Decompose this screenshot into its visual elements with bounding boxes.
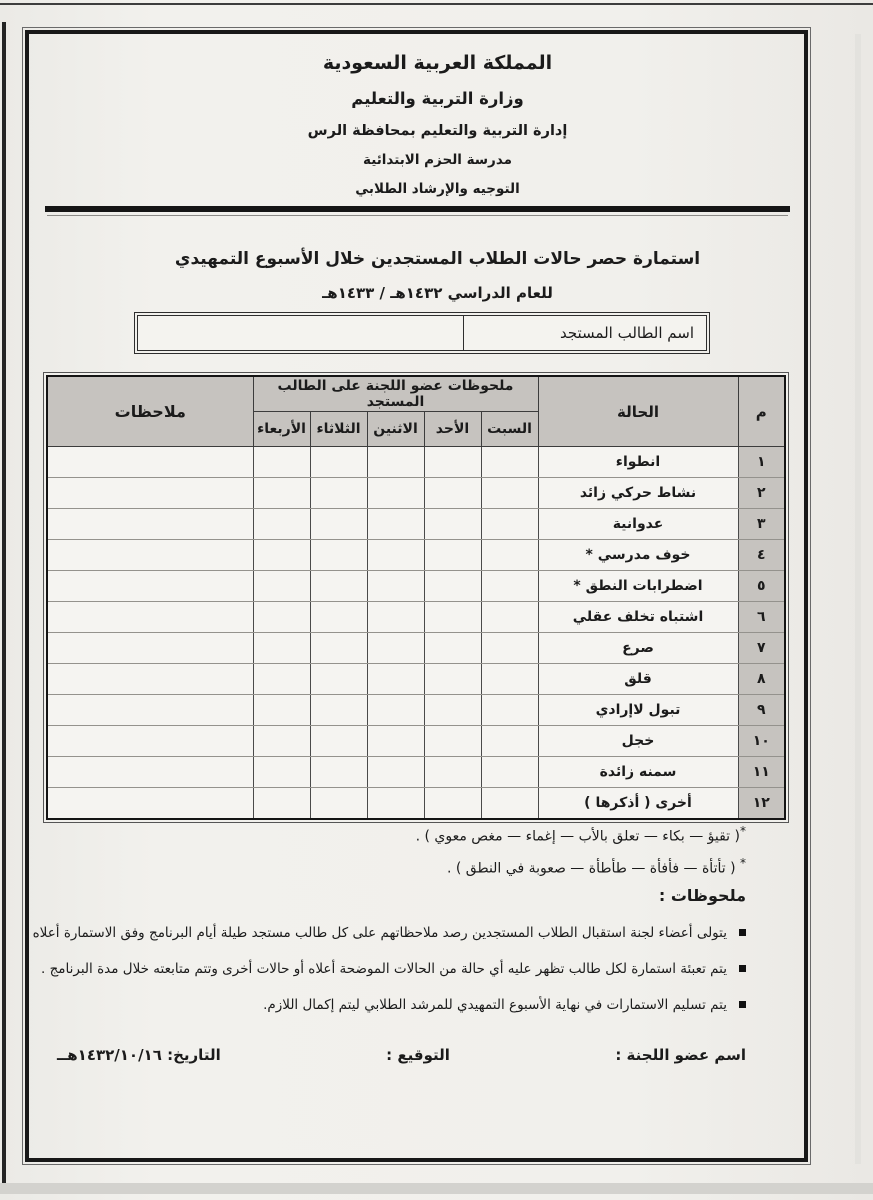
observation-cell — [253, 664, 310, 695]
square-bullet-icon — [739, 929, 746, 936]
observation-cell — [424, 757, 481, 788]
list-item — [41, 958, 746, 980]
observation-cell — [310, 509, 367, 540]
observation-cell — [253, 788, 310, 820]
observation-cell — [253, 695, 310, 726]
case-label: أخرى ( أذكرها ) — [538, 788, 738, 820]
observation-cell — [367, 447, 424, 478]
row-number: ٧ — [738, 633, 785, 664]
list-item — [49, 994, 746, 1016]
observation-cell — [367, 726, 424, 757]
case-label: خجل — [538, 726, 738, 757]
date-value: ١٤٣٢/١٠/١٦هــ — [57, 1046, 162, 1064]
observation-cell — [424, 447, 481, 478]
observation-cell — [481, 447, 538, 478]
notes-cell — [47, 447, 253, 478]
observation-cell — [481, 726, 538, 757]
observation-cell — [253, 633, 310, 664]
signature-row — [29, 1046, 804, 1064]
kingdom-name: المملكة العربية السعودية — [322, 52, 553, 74]
date-field — [57, 1046, 221, 1064]
footnote-text: ( تقيؤ — بكاء — تعلق بالأب — إغماء — مغص معوي ) . — [415, 828, 740, 845]
row-number: ٤ — [738, 540, 785, 571]
cases-table-wrapper — [43, 372, 789, 823]
list-item — [24, 922, 746, 944]
observation-cell — [253, 509, 310, 540]
notes-cell — [47, 695, 253, 726]
observation-cell — [367, 540, 424, 571]
education-directorate: إدارة التربية والتعليم بمحافظة الرس — [307, 123, 568, 139]
notes-cell — [47, 788, 253, 820]
observation-cell — [367, 757, 424, 788]
table-row — [47, 571, 785, 602]
observation-cell — [367, 664, 424, 695]
scan-edge-top — [0, 3, 873, 5]
case-label: صرع — [538, 633, 738, 664]
observation-cell — [310, 695, 367, 726]
observation-cell — [424, 602, 481, 633]
case-label: تبول لاإرادي — [538, 695, 738, 726]
form-title: استمارة حصر حالات الطلاب المستجدين خلال الأسبوع التمهيدي — [174, 249, 701, 269]
case-label: انطواء — [538, 447, 738, 478]
row-number: ٥ — [738, 571, 785, 602]
table-row — [47, 788, 785, 820]
observation-cell — [481, 602, 538, 633]
notes-cell — [47, 509, 253, 540]
row-number: ١ — [738, 447, 785, 478]
column-header-notes: ملاحظات — [47, 376, 253, 447]
observation-cell — [253, 478, 310, 509]
footnote-school-fear — [416, 824, 746, 845]
student-name-label: اسم الطالب المستجد — [463, 316, 706, 350]
observation-cell — [481, 664, 538, 695]
case-label: عدوانية — [538, 509, 738, 540]
observation-cell — [424, 664, 481, 695]
observation-cell — [253, 757, 310, 788]
notes-cell — [47, 633, 253, 664]
scan-edge-left — [2, 22, 6, 1194]
observation-cell — [310, 478, 367, 509]
row-number: ٨ — [738, 664, 785, 695]
school-name: مدرسة الحزم الابتدائية — [363, 152, 512, 168]
table-row — [47, 602, 785, 633]
observation-cell — [310, 726, 367, 757]
observation-cell — [481, 509, 538, 540]
observation-cell — [310, 602, 367, 633]
academic-year: للعام الدراسي ١٤٣٢هـ / ١٤٣٣هـ — [322, 284, 553, 302]
observation-cell — [481, 540, 538, 571]
observation-cell — [481, 571, 538, 602]
date-label: التاريخ: — [167, 1046, 221, 1064]
table-row — [47, 540, 785, 571]
column-header-observations-group: ملحوظات عضو اللجنة على الطالب المستجد — [253, 376, 538, 412]
day-header-wednesday: الأربعاء — [253, 412, 310, 447]
notes-list — [24, 922, 746, 1030]
notes-cell — [47, 602, 253, 633]
table-row — [47, 509, 785, 540]
case-label: خوف مدرسي * — [538, 540, 738, 571]
row-number: ١١ — [738, 757, 785, 788]
notes-cell — [47, 478, 253, 509]
observation-cell — [424, 540, 481, 571]
observation-cell — [481, 478, 538, 509]
notes-cell — [47, 726, 253, 757]
observation-cell — [253, 602, 310, 633]
page-border-frame — [25, 30, 808, 1162]
table-row — [47, 633, 785, 664]
row-number: ٦ — [738, 602, 785, 633]
observation-cell — [424, 788, 481, 820]
observation-cell — [481, 695, 538, 726]
observation-cell — [367, 509, 424, 540]
observation-cell — [367, 695, 424, 726]
column-header-case: الحالة — [538, 376, 738, 447]
student-name-box-inner — [137, 315, 707, 351]
row-number: ٢ — [738, 478, 785, 509]
observation-cell — [424, 633, 481, 664]
case-label: سمنه زائدة — [538, 757, 738, 788]
day-header-tuesday: الثلاثاء — [310, 412, 367, 447]
letterhead — [50, 44, 825, 204]
table-row — [47, 478, 785, 509]
observation-cell — [424, 726, 481, 757]
observation-cell — [253, 571, 310, 602]
case-label: اشتباه تخلف عقلي — [538, 602, 738, 633]
square-bullet-icon — [739, 965, 746, 972]
observation-cell — [424, 695, 481, 726]
observation-cell — [367, 478, 424, 509]
observation-cell — [310, 633, 367, 664]
footnote-marker: * — [740, 856, 746, 870]
observation-cell — [310, 757, 367, 788]
header-divider-rule — [45, 206, 790, 212]
footnote-text: ( تأتأة — فأفأة — طأطأة — صعوبة في النطق ) . — [446, 860, 736, 877]
table-row — [47, 757, 785, 788]
observation-cell — [367, 571, 424, 602]
table-row — [47, 664, 785, 695]
observation-cell — [367, 633, 424, 664]
notes-cell — [47, 664, 253, 695]
student-name-box — [134, 312, 710, 354]
observation-cell — [424, 478, 481, 509]
notes-cell — [47, 757, 253, 788]
notes-cell — [47, 540, 253, 571]
observation-cell — [481, 757, 538, 788]
observation-cell — [424, 509, 481, 540]
observation-cell — [310, 540, 367, 571]
note-text: يتم تعبئة استمارة لكل طالب تظهر عليه أي حالة من الحالات الموضحة أعلاه أو حالات أخرى وتتم متابعته خلال مدة البرنامج . — [41, 961, 727, 977]
student-name-field — [138, 316, 463, 350]
table-row — [47, 726, 785, 757]
scan-edge-right — [855, 34, 861, 1164]
observation-cell — [310, 571, 367, 602]
committee-member-name-label: اسم عضو اللجنة : — [615, 1046, 746, 1064]
row-number: ٩ — [738, 695, 785, 726]
observation-cell — [310, 788, 367, 820]
note-text: يتم تسليم الاستمارات في نهاية الأسبوع التمهيدي للمرشد الطلابي ليتم إكمال اللازم. — [263, 997, 727, 1013]
footnote-speech-disorders — [447, 856, 746, 877]
table-row — [47, 447, 785, 478]
notes-cell — [47, 571, 253, 602]
note-text: يتولى أعضاء لجنة استقبال الطلاب المستجدين رصد ملاحظاتهم على كل طالب مستجد طيلة أيام البرنامج وفق الاستمارة أعلاه . — [24, 925, 727, 941]
observation-cell — [367, 602, 424, 633]
column-header-number: م — [738, 376, 785, 447]
guidance-department: التوجيه والإرشاد الطلابي — [355, 181, 520, 197]
observation-cell — [253, 540, 310, 571]
observation-cell — [253, 726, 310, 757]
day-header-monday: الاثنين — [367, 412, 424, 447]
footnote-marker: * — [740, 824, 746, 838]
cases-table — [46, 375, 786, 820]
observation-cell — [367, 788, 424, 820]
case-label: قلق — [538, 664, 738, 695]
case-label: اضطرابات النطق * — [538, 571, 738, 602]
row-number: ١٠ — [738, 726, 785, 757]
square-bullet-icon — [739, 1001, 746, 1008]
notes-heading: ملحوظات : — [658, 886, 746, 905]
table-row — [47, 695, 785, 726]
row-number: ٣ — [738, 509, 785, 540]
day-header-sunday: الأحد — [424, 412, 481, 447]
row-number: ١٢ — [738, 788, 785, 820]
case-label: نشاط حركي زائد — [538, 478, 738, 509]
signature-label: التوقيع : — [386, 1046, 450, 1064]
observation-cell — [310, 664, 367, 695]
day-header-saturday: السبت — [481, 412, 538, 447]
ministry-name: وزارة التربية والتعليم — [351, 89, 524, 108]
observation-cell — [253, 447, 310, 478]
scan-edge-bottom — [0, 1183, 873, 1194]
observation-cell — [310, 447, 367, 478]
observation-cell — [424, 571, 481, 602]
observation-cell — [481, 633, 538, 664]
observation-cell — [481, 788, 538, 820]
